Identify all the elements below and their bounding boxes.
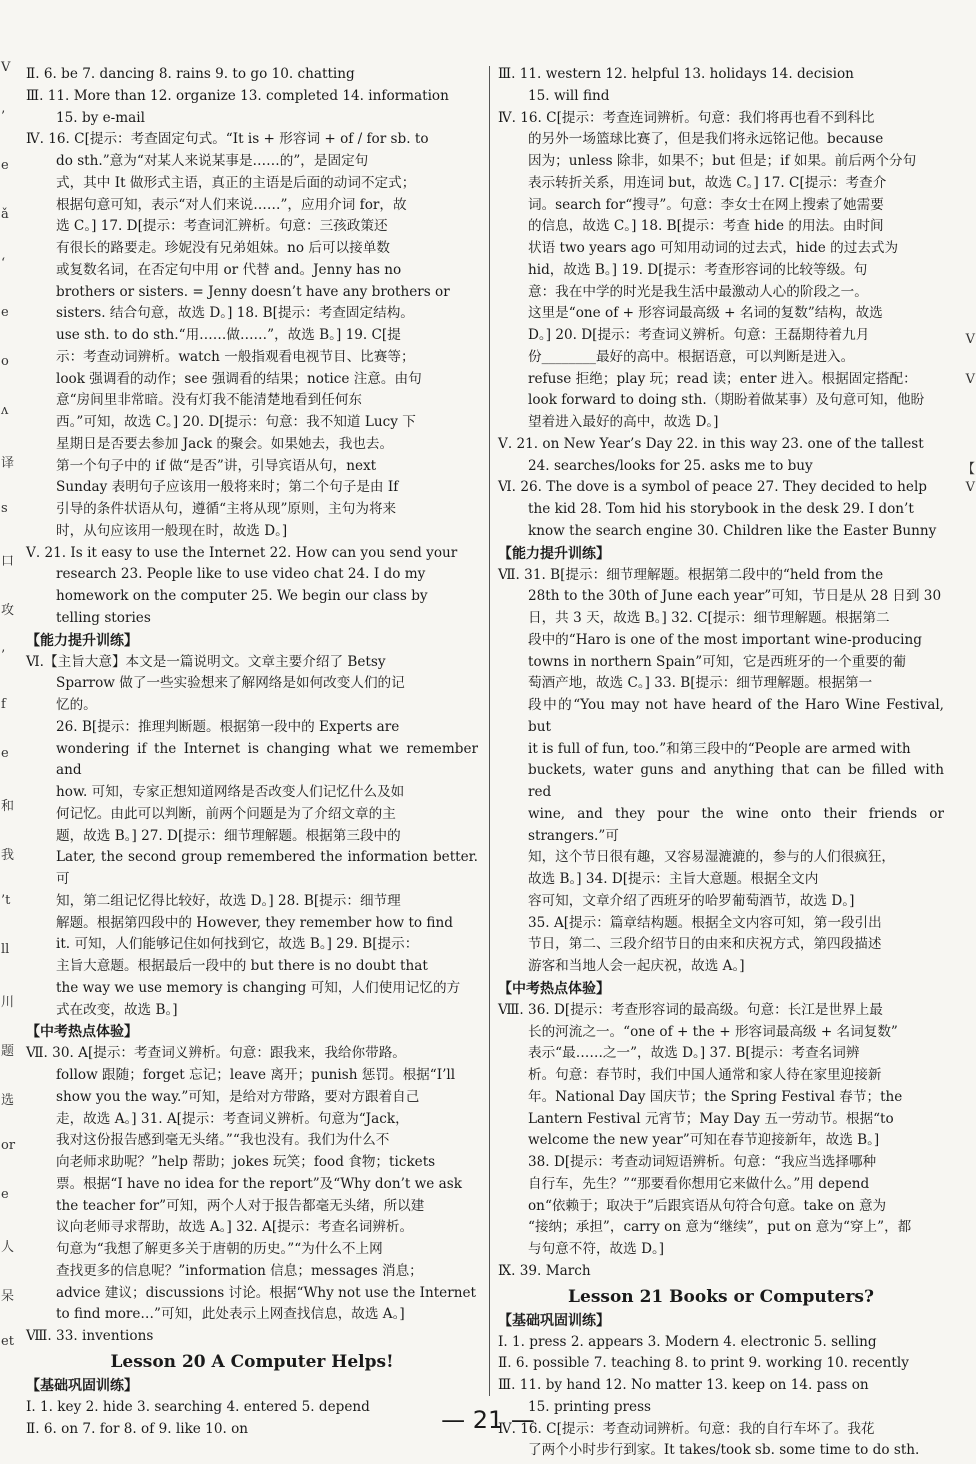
continuation-line: 议向老师寻求帮助，故选 A。] 32. A[提示：考查名词辨析。 bbox=[56, 1219, 414, 1236]
margin-fragment: V bbox=[965, 372, 975, 387]
continuation-line: 与句意不符，故选 D。] bbox=[528, 1241, 665, 1257]
continuation-line: 游客和当地人会一起庆祝，故选 A。] bbox=[528, 958, 745, 974]
continuation-line: Lantern Festival 元宵节；May Day 五一劳动节。根据“to bbox=[528, 1110, 894, 1127]
lesson-title: Lesson 21 Books or Computers? bbox=[568, 1286, 874, 1307]
margin-fragment: V bbox=[965, 480, 975, 495]
exercise-line: Ⅷ. 33. inventions bbox=[26, 1328, 154, 1344]
left-margin-bleed bbox=[0, 60, 16, 1400]
continuation-line: refuse 拒绝；play 玩；read 读；enter 进入。根据固定搭配： bbox=[528, 370, 917, 387]
continuation-line: the teacher for”可知，两个人对于报告都毫无头绪，所以建 bbox=[56, 1197, 425, 1214]
continuation-line: 示：考查动词辨析。watch 一般指观看电视节目、比赛等； bbox=[56, 348, 415, 365]
continuation-line: follow 跟随；forget 忘记；leave 离开；punish 惩罚。根据“I’ll bbox=[56, 1067, 456, 1083]
continuation-line: 状语 two years ago 可知用动词的过去式，hide 的过去式为 bbox=[528, 240, 899, 256]
continuation-line: look forward to doing sth.（期盼着做某事）及句意可知，他盼 bbox=[528, 392, 925, 409]
exercise-line: Ⅴ. 21. Is it easy to use the Internet 22. How can you send your bbox=[26, 544, 458, 561]
margin-fragment: f bbox=[1, 697, 6, 712]
continuation-line: 句意为“我想了解更多关于唐朝的历史。”“为什么不上网 bbox=[56, 1241, 383, 1257]
continuation-line: 38. D[提示：考查动词短语辨析。句意：“我应当选择哪种 bbox=[528, 1154, 877, 1170]
continuation-line: 或复数名词，在否定句中用 or 代替 and。Jenny has no bbox=[56, 261, 402, 278]
continuation-line: towns in northern Spain”可知，它是西班牙的一个重要的葡 bbox=[528, 653, 907, 670]
continuation-line: 查找更多的信息呢？”information 信息；messages 消息； bbox=[56, 1262, 423, 1279]
continuation-line: 式，其中 It 做形式主语，真正的主语是后面的动词不定式； bbox=[56, 174, 416, 191]
section-heading: 【基础巩固训练】 bbox=[26, 1377, 138, 1394]
right-margin-bleed bbox=[962, 60, 976, 1400]
continuation-line: 的信息，故选 C。] 18. B[提示：考查 hide 的用法。由时间 bbox=[528, 218, 884, 235]
exercise-line: Ⅲ. 11. western 12. helpful 13. holidays 14. decision bbox=[498, 66, 854, 82]
continuation-line: 星期日是否要去参加 Jack 的聚会。如果她去，我也去。 bbox=[56, 435, 394, 452]
continuation-line: 故选 B。] 34. D[提示：主旨大意题。根据全文内 bbox=[528, 871, 819, 887]
margin-fragment: 题 bbox=[1, 1044, 15, 1059]
continuation-line: to find more…”可知，此处表示上网查找信息，故选 A。] bbox=[56, 1306, 405, 1323]
continuation-line: welcome the new year”可知在春节迎接新年，故选 B。] bbox=[528, 1132, 880, 1149]
continuation-line: the kid 28. Tom hid his storybook in the desk 29. I don’t bbox=[528, 501, 914, 517]
continuation-line: 的另外一场篮球比赛了，但是我们将永远铭记他。because bbox=[528, 131, 884, 148]
continuation-line: 式在改变，故选 B。] bbox=[56, 1001, 178, 1018]
margin-fragment: e bbox=[1, 158, 9, 173]
left-column bbox=[26, 64, 478, 1437]
exercise-line: Ⅴ. 21. on New Year’s Day 22. in this way 23. one of the tallest bbox=[498, 435, 924, 452]
continuation-line: 走，故选 A。] 31. A[提示：考查词义辨析。句意为“Jack， bbox=[56, 1110, 409, 1127]
continuation-line: 35. A[提示：篇章结构题。根据全文内容可知，第一段引出 bbox=[528, 914, 882, 931]
continuation-line: 知，第二组记忆得比较好，故选 D。] 28. B[提示：细节理 bbox=[56, 892, 401, 909]
continuation-line: 15. will find bbox=[528, 87, 610, 104]
continuation-line: the way we use memory is changing 可知，人们使用记忆的方 bbox=[56, 979, 461, 996]
continuation-line: 段中的“You may not have heard of the Haro Wine Festival, but bbox=[528, 697, 944, 735]
margin-fragment: V bbox=[1, 60, 11, 75]
continuation-line: research 23. People like to use video chat 24. I do my bbox=[56, 566, 426, 583]
continuation-line: 萄酒产地，故选 C。] 33. B[提示：细节理解题。根据第一 bbox=[528, 675, 873, 692]
exercise-line: Ⅳ. 16. C[提示：考查固定句式。“It is + 形容词 + of / for sb. to bbox=[26, 131, 429, 148]
continuation-line: 15. by e-mail bbox=[56, 109, 145, 126]
continuation-line: use sth. to do sth.“用……做……”，故选 B。] 19. C[提 bbox=[56, 327, 401, 343]
exercise-line: Ⅵ. 26. The dove is a symbol of peace 27. They decided to help bbox=[498, 479, 928, 496]
margin-fragment: 译 bbox=[1, 456, 15, 471]
continuation-line: buckets, water guns and anything that can be filled with red bbox=[528, 762, 944, 800]
margin-fragment: 和 bbox=[1, 799, 15, 814]
continuation-line: 表示转折关系，用连词 but，故选 C。] 17. C[提示：考查介 bbox=[528, 174, 887, 191]
continuation-line: 26. B[提示：推理判断题。根据第一段中的 Experts are bbox=[56, 718, 400, 735]
lesson-title: Lesson 20 A Computer Helps! bbox=[110, 1351, 394, 1372]
continuation-line: wine, and they pour the wine onto their friends or strangers.”可 bbox=[528, 805, 944, 844]
continuation-line: sisters. 结合句意，故选 D。] 18. B[提示：考查固定结构。 bbox=[56, 305, 414, 322]
continuation-line: 忆的。 bbox=[56, 697, 97, 713]
exercise-line: Ⅰ. 1. key 2. hide 3. searching 4. entered 5. depend bbox=[26, 1398, 370, 1415]
continuation-line: look 强调看的动作；see 强调看的结果；notice 注意。由句 bbox=[56, 370, 422, 387]
exercise-line: Ⅷ. 36. D[提示：考查形容词的最高级。句意：长江是世界上最 bbox=[498, 1001, 883, 1018]
continuation-line: advice 建议；discussions 讨论。根据“Why not use the Internet bbox=[56, 1284, 476, 1301]
continuation-line: on“依赖于；取决于”后跟宾语从句符合句意。take on 意为 bbox=[528, 1197, 887, 1214]
section-heading: 【能力提升训练】 bbox=[26, 632, 138, 649]
continuation-line: 有很长的路要走。珍妮没有兄弟姐妹。no 后可以接单数 bbox=[56, 240, 390, 256]
exercise-line: Ⅳ. 16. C[提示：考查动词辨析。句意：我的自行车坏了。我花 bbox=[498, 1420, 875, 1437]
margin-fragment: 口 bbox=[1, 554, 15, 569]
section-heading: 【基础巩固训练】 bbox=[498, 1312, 610, 1329]
continuation-line: 词。search for“搜寻”。句意：李女士在网上搜索了她需要 bbox=[528, 196, 884, 213]
margin-fragment: o bbox=[1, 354, 9, 369]
exercise-line: Ⅶ. 30. A[提示：考查词义辨析。句意：跟我来，我给你带路。 bbox=[26, 1045, 406, 1062]
continuation-line: brothers or sisters. = Jenny doesn’t have any brothers or bbox=[56, 283, 450, 300]
continuation-line: Sunday 表明句子应该用一般将来时；第二个句子是由 If bbox=[56, 479, 399, 496]
exercise-line: Ⅱ. 6. possible 7. teaching 8. to print 9. working 10. recently bbox=[498, 1355, 909, 1372]
continuation-line: 意“房间里非常暗。没有灯我不能清楚地看到任何东 bbox=[56, 392, 363, 409]
continuation-line: do sth.”意为“对某人来说某事是……的”，是固定句 bbox=[56, 153, 369, 169]
exercise-line: Ⅲ. 11. by hand 12. No matter 13. keep on 14. pass on bbox=[498, 1377, 869, 1393]
margin-fragment: ʌ bbox=[1, 403, 9, 418]
continuation-line: 日，共 3 天，故选 B。] 32. C[提示：细节理解题。根据第二 bbox=[528, 610, 890, 626]
exercise-line: Ⅵ.【主旨大意】本文是一篇说明文。文章主要介绍了 Betsy bbox=[26, 653, 386, 670]
exercise-line: Ⅱ. 6. on 7. for 8. of 9. like 10. on bbox=[26, 1420, 249, 1437]
margin-fragment: or bbox=[1, 1138, 16, 1153]
margin-fragment: ’t bbox=[1, 893, 11, 908]
continuation-line: it. 可知，人们能够记住如何找到它，故选 B。] 29. B[提示： bbox=[56, 936, 419, 953]
continuation-line: 第一个句子中的 if 做“是否”讲，引导宾语从句，next bbox=[56, 457, 377, 474]
continuation-line: “接纳；承担”，carry on 意为“继续”，put on 意为“穿上”，都 bbox=[528, 1219, 912, 1236]
margin-fragment: ’ bbox=[1, 648, 6, 663]
margin-fragment: e bbox=[1, 1187, 9, 1202]
section-heading: 【能力提升训练】 bbox=[498, 545, 610, 562]
margin-fragment: ’ bbox=[1, 109, 6, 124]
continuation-line: 因为；unless 除非，如果不；but 但是；if 如果。前后两个分句 bbox=[528, 153, 917, 169]
continuation-line: 主旨大意题。根据最后一段中的 but there is no doubt that bbox=[56, 958, 428, 974]
continuation-line: 15. printing press bbox=[528, 1398, 652, 1415]
margin-fragment: 【 bbox=[961, 462, 975, 477]
continuation-line: 这里是“one of + 形容词最高级 + 名词的复数”结构，故选 bbox=[528, 305, 883, 322]
exercise-line: Ⅶ. 31. B[提示：细节理解题。根据第二段中的“held from the bbox=[498, 566, 884, 583]
margin-fragment: e bbox=[1, 305, 9, 320]
margin-fragment: et bbox=[1, 1334, 14, 1349]
continuation-line: 表示“最……之一”，故选 D。] 37. B[提示：考查名词辨 bbox=[528, 1045, 860, 1062]
continuation-line: 析。句意：春节时，我们中国人通常和家人待在家里迎接新 bbox=[528, 1067, 882, 1083]
continuation-line: hid，故选 B。] 19. D[提示：考查形容词的比较等级。句 bbox=[528, 261, 868, 278]
exercise-line: Ⅳ. 16. C[提示：考查连词辨析。句意：我们将再也看不到科比 bbox=[498, 109, 875, 126]
continuation-line: show you the way.”可知，是给对方带路，要对方跟着自己 bbox=[56, 1088, 420, 1105]
continuation-line: 望着进入最好的高中，故选 D。] bbox=[528, 414, 719, 430]
continuation-line: 西。”可知，故选 C。] 20. D[提示：句意：我不知道 Lucy 下 bbox=[56, 414, 416, 430]
column-divider bbox=[489, 66, 490, 1396]
continuation-line: know the search engine 30. Children like the Easter Bunny bbox=[528, 522, 937, 539]
continuation-line: 节日，第二、三段介绍节日的由来和庆祝方式，第四段描述 bbox=[528, 936, 882, 953]
margin-fragment: 呆 bbox=[1, 1289, 15, 1304]
margin-fragment: 选 bbox=[1, 1093, 15, 1108]
continuation-line: homework on the computer 25. We begin our class by bbox=[56, 588, 428, 604]
section-heading: 【中考热点体验】 bbox=[26, 1024, 138, 1041]
section-heading: 【中考热点体验】 bbox=[498, 980, 610, 997]
page-number: — 21 — bbox=[441, 1406, 535, 1434]
margin-fragment: e bbox=[1, 746, 9, 761]
continuation-line: 向老师求助呢？”help 帮助；jokes 玩笑；food 食物；tickets bbox=[56, 1154, 436, 1170]
continuation-line: 意：我在中学的时光是我生活中最激动人心的阶段之一。 bbox=[528, 283, 868, 300]
continuation-line: 年。National Day 国庆节；the Spring Festival 春节；the bbox=[528, 1088, 903, 1105]
continuation-line: 容可知，文章介绍了西班牙的哈罗葡萄酒节，故选 D。] bbox=[528, 892, 855, 909]
margin-fragment: ǎ bbox=[1, 207, 9, 222]
exercise-line: Ⅲ. 11. More than 12. organize 13. completed 14. information bbox=[26, 87, 449, 104]
margin-fragment: ll bbox=[1, 942, 10, 957]
continuation-line: 票。根据“I have no idea for the report”及“Why don’t we ask bbox=[56, 1175, 462, 1192]
continuation-line: 知，这个节日很有趣，又容易湿漉漉的，参与的人们很疯狂， bbox=[528, 849, 896, 866]
margin-fragment: 攻 bbox=[1, 603, 15, 618]
continuation-line: 引导的条件状语从句，遵循“主将从现”原则，主句为将来 bbox=[56, 501, 397, 517]
margin-fragment: V bbox=[965, 332, 975, 347]
exercise-line: Ⅸ. 39. March bbox=[498, 1262, 591, 1279]
continuation-line: 了两个小时步行到家。It takes/took sb. some time to do sth. bbox=[528, 1442, 920, 1459]
continuation-line: 选 C。] 17. D[提示：考查词汇辨析。句意：三孩政策还 bbox=[56, 218, 388, 235]
margin-fragment: s bbox=[1, 501, 8, 516]
continuation-line: telling stories bbox=[56, 609, 151, 626]
continuation-line: Later, the second group remembered the information better. 可 bbox=[56, 849, 478, 887]
continuation-line: 段中的“Haro is one of the most important wine-producing bbox=[528, 631, 922, 648]
margin-fragment: 川 bbox=[1, 995, 15, 1010]
continuation-line: 我对这份报告感到毫无头绪。”“我也没有。我们为什么不 bbox=[56, 1132, 390, 1149]
exercise-line: Ⅰ. 1. press 2. appears 3. Modern 4. electronic 5. selling bbox=[498, 1333, 877, 1350]
continuation-line: how. 可知，专家正想知道网络是否改变人们记忆什么及如 bbox=[56, 784, 405, 800]
margin-fragment: 人 bbox=[1, 1240, 15, 1255]
exercise-line: Ⅱ. 6. be 7. dancing 8. rains 9. to go 10. chatting bbox=[26, 66, 355, 82]
continuation-line: 题，故选 B。] 27. D[提示：细节理解题。根据第三段中的 bbox=[56, 827, 401, 844]
continuation-line: D。] 20. D[提示：考查词义辨析。句意：王磊期待着九月 bbox=[528, 327, 870, 343]
continuation-line: 份________最好的高中。根据语意，可以判断是进入。 bbox=[528, 348, 855, 365]
margin-fragment: 我 bbox=[1, 848, 15, 863]
continuation-line: 时，从句应该用一般现在时，故选 D。] bbox=[56, 522, 288, 539]
continuation-line: 根据句意可知，表示“对人们来说……”，应用介词 for，故 bbox=[56, 196, 407, 213]
continuation-line: 自行车，先生？”“那要看你想用它来做什么。”用 depend bbox=[528, 1175, 870, 1192]
continuation-line: Sparrow 做了一些实验想来了解网络是如何改变人们的记 bbox=[56, 675, 405, 692]
continuation-line: 解题。根据第四段中的 However, they remember how to find bbox=[56, 914, 453, 931]
continuation-line: 28th to the 30th of June each year”可知，节日是从 28 日到 30 bbox=[528, 588, 942, 605]
continuation-line: it is full of fun, too.”和第三段中的“People are armed with bbox=[528, 740, 911, 757]
continuation-line: 何记忆。由此可以判断，前两个问题是为了介绍文章的主 bbox=[56, 805, 396, 822]
continuation-line: wondering if the Internet is changing what we remember and bbox=[56, 740, 478, 779]
continuation-line: 24. searches/looks for 25. asks me to buy bbox=[528, 457, 813, 474]
continuation-line: 长的河流之一。“one of + the + 形容词最高级 + 名词复数” bbox=[528, 1023, 898, 1040]
right-column bbox=[498, 64, 944, 1459]
margin-fragment: ‘ bbox=[1, 256, 6, 271]
